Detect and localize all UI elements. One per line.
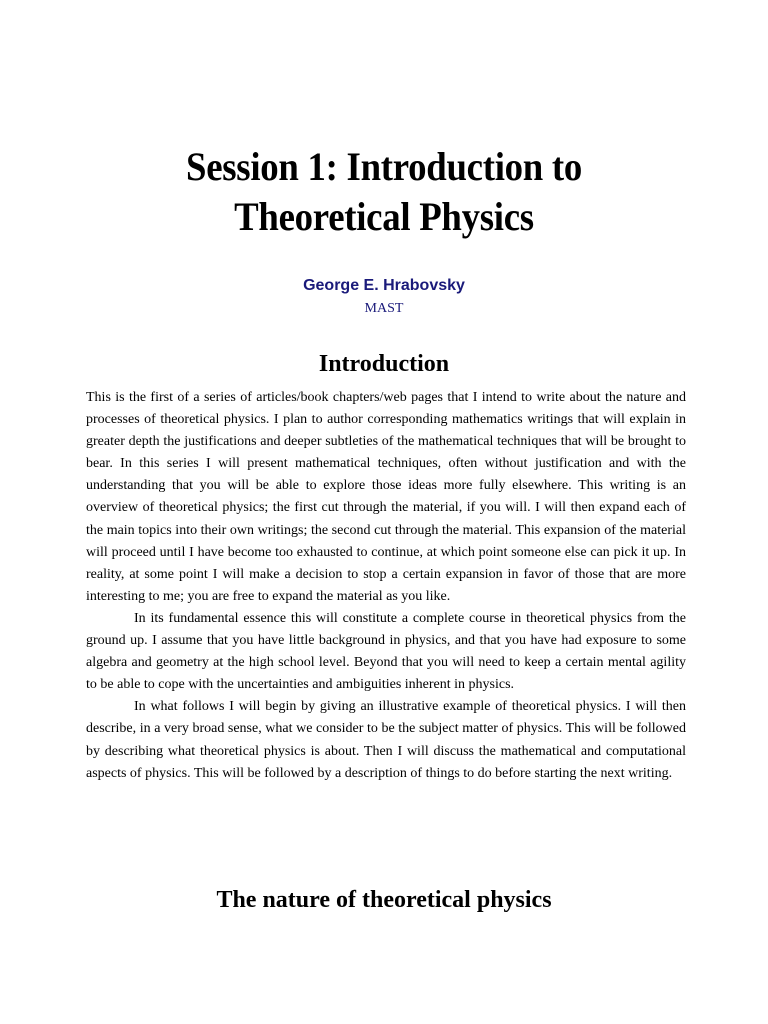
paragraph-3: In what follows I will begin by giving an illustrative example of theoretical physics. I will then describe, in a very broad sense, what we consider to be the subject matter of physics. This will be followed by describing what theoretical physics is about. Then I will discuss the mathematical and computational aspects of physics. This will be followed by a description of things to do before starting the next writing. (86, 699, 686, 781)
introduction-body (86, 387, 686, 785)
section-heading-nature-of-theoretical-physics: The nature of theoretical physics (216, 887, 552, 913)
author-affiliation: MAST (364, 301, 404, 316)
title-line-1: Session 1: Introduction to (185, 144, 583, 189)
paragraph-1: This is the first of a series of articles/book chapters/web pages that I intend to write about the nature and processes of theoretical physics. I plan to author corresponding mathematics writings that will explain in greater depth the justifications and deeper subtleties of the mathematical techniques that will be brought to bear. In this series I will present mathematical techniques, often without justification and with the understanding that you will be able to explore those ideas more fully elsewhere. This writing is an overview of theoretical physics; the first cut through the material, if you will. I will then expand each of the main topics into their own writings; the second cut through the material. This expansion of the material will proceed until I have become too exhausted to continue, at which point someone else can pick it up. In reality, at some point I will make a decision to stop a certain expansion in favor of those that are more interesting to me; you are free to expand the material as you like. (86, 390, 686, 604)
section-heading-introduction: Introduction (318, 351, 450, 377)
paragraph-2: In its fundamental essence this will constitute a complete course in theoretical physics from the ground up. I assume that you have little background in physics, and that you have had exposure to some algebra and geometry at the high school level. Beyond that you will need to keep a certain mental agility to be able to cope with the uncertainties and ambiguities inherent in physics. (86, 610, 686, 693)
author-name: George E. Hrabovsky (303, 277, 465, 294)
page-title (31, 142, 738, 242)
title-line-2: Theoretical Physics (234, 194, 534, 239)
